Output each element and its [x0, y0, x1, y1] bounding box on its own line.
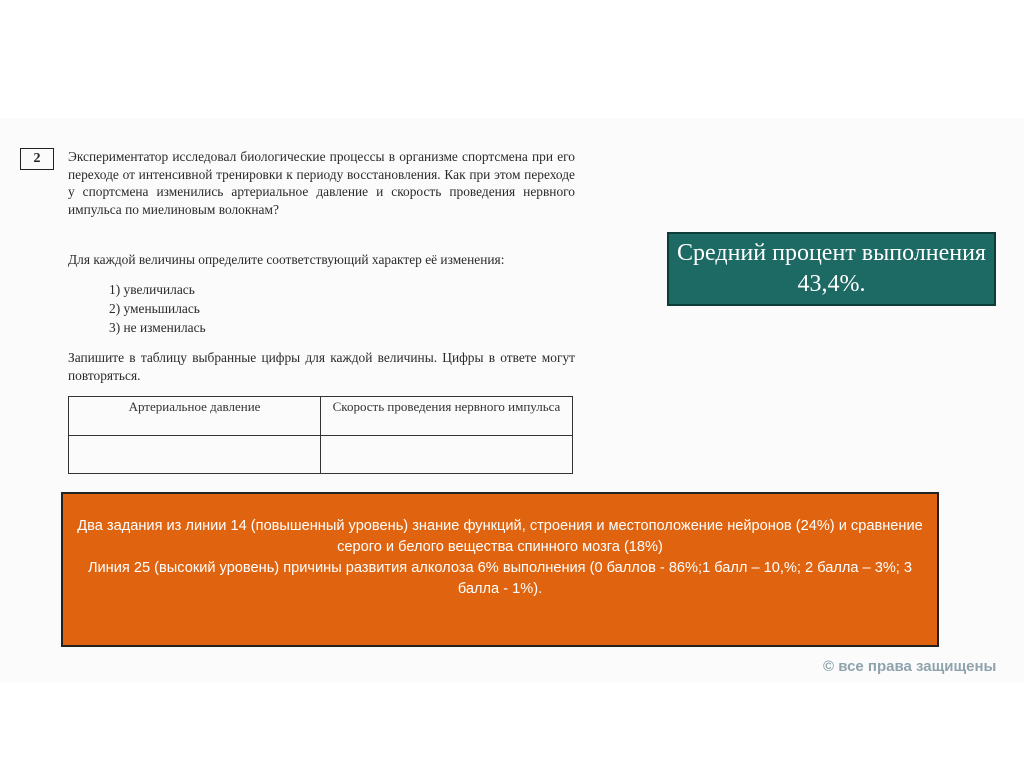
options-list — [109, 280, 206, 337]
option-item: 1) увеличилась — [109, 282, 195, 297]
answer-cell-impulse-speed — [321, 436, 573, 474]
task-number: 2 — [20, 148, 54, 170]
table-answer-row — [69, 436, 573, 474]
answer-table — [68, 396, 573, 474]
average-percent-box: Средний процент выполнения 43,4%. — [667, 232, 996, 306]
option-item: 2) уменьшилась — [109, 301, 200, 316]
task-instruction: Для каждой величины определите соответствующий характер её изменения: — [68, 252, 505, 267]
summary-line-1: Два задания из линии 14 (повышенный уровень) знание функций, строения и местоположение нейронов (24%) и сравнение серого и белого вещества спинного мозга (18%) — [77, 518, 923, 555]
write-instruction: Запишите в таблицу выбранные цифры для каждой величины. Цифры в ответе могут повторяться. — [68, 350, 575, 383]
option-item: 3) не изменилась — [109, 320, 206, 335]
header-impulse-speed: Скорость проведения нервного импульса — [321, 397, 573, 436]
table-header-row — [69, 397, 573, 436]
copyright-notice: © все права защищены — [823, 658, 997, 675]
summary-box — [61, 492, 939, 647]
answer-cell-blood-pressure — [69, 436, 321, 474]
task-question: Экспериментатор исследовал биологические процессы в организме спортсмена при его переходе от интенсивной тренировки к периоду восстановления. Как при этом переходе у спортсмена изменились артериальное давление и скорость проведения нервного импульса по миелиновым волокнам? — [68, 149, 575, 217]
header-blood-pressure: Артериальное давление — [69, 397, 321, 436]
task-block — [0, 118, 600, 478]
slide — [0, 118, 1024, 683]
summary-line-2: Линия 25 (высокий уровень) причины развития алколоза 6% выполнения (0 баллов - 86%;1 балл – 10,%; 2 балла – 3%; 3 балла - 1%). — [87, 560, 913, 597]
